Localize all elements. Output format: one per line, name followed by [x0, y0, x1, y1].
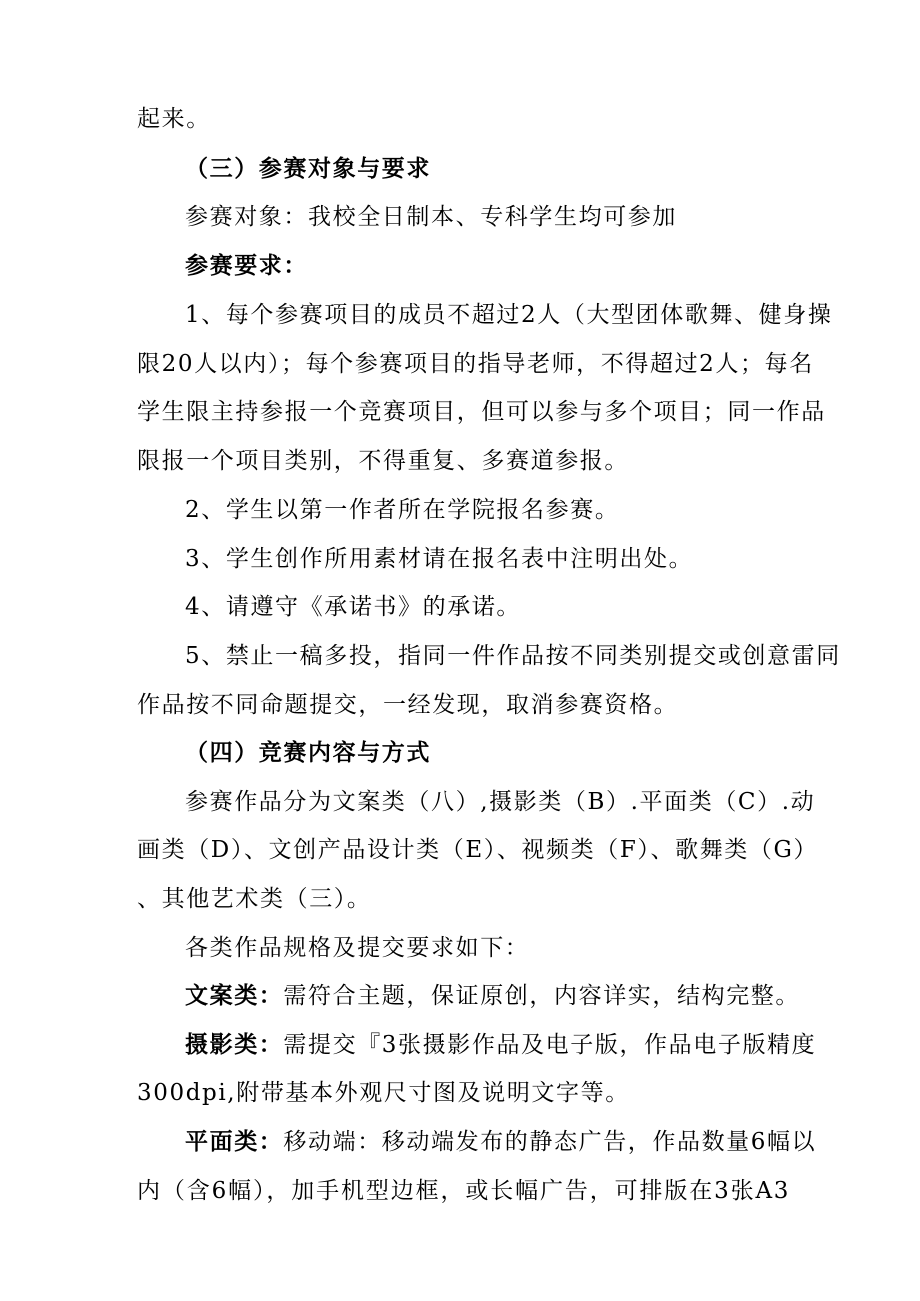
paragraph-text: 需提交『3张摄影作品及电子版，作品电子版精度 — [283, 1032, 817, 1058]
paragraph-line: 1、每个参赛项目的成员不超过2人（大型团体歌舞、健身操 — [185, 302, 833, 328]
paragraph-line: 4、请遵守《承诺书》的承诺。 — [185, 594, 522, 620]
paragraph-line: 内（含6幅），加手机型边框，或长幅广告，可排版在3张A3 — [137, 1178, 790, 1204]
section-heading-4: （四）竞赛内容与方式 — [185, 740, 431, 766]
paragraph-line: 参赛对象：我校全日制本、专科学生均可参加 — [185, 204, 677, 230]
paragraph-line: 各类作品规格及提交要求如下： — [185, 935, 530, 961]
paragraph-line: 2、学生以第一作者所在学院报名参赛。 — [185, 497, 620, 523]
paragraph-line — [185, 1118, 817, 1166]
paragraph-text: 移动端：移动端发布的静态广告，作品数量6幅以 — [283, 1129, 817, 1155]
paragraph-line: 作品按不同命题提交，一经发现，取消参赛资格。 — [137, 692, 679, 718]
paragraph-line: 画类（D）、文创产品设计类（E）、视频类（F）、歌舞类（G） — [137, 837, 819, 863]
paragraph-line: 300dpi,附带基本外观尺寸图及说明文字等。 — [137, 1080, 630, 1106]
paragraph-line: 、其他艺术类（三）。 — [137, 886, 372, 912]
label-graphic: 平面类： — [185, 1129, 284, 1155]
paragraph-line: 参赛作品分为文案类（八）,摄影类（B）.平面类（C）.动 — [185, 789, 816, 815]
paragraph-line: 限报一个项目类别，不得重复、多赛道参报。 — [137, 448, 629, 474]
paragraph-line: 5、禁止一稿多投，指同一件作品按不同类别提交或创意雷同 — [185, 643, 841, 669]
section-heading-3: （三）参赛对象与要求 — [185, 156, 431, 182]
subheading-requirements: 参赛要求： — [185, 253, 308, 279]
paragraph-line: 起来。 — [137, 106, 211, 132]
label-copywriting: 文案类： — [185, 983, 284, 1009]
paragraph-line: 学生限主持参报一个竞赛项目，但可以参与多个项目；同一作品 — [137, 399, 826, 425]
paragraph-line: 3、学生创作所用素材请在报名表中注明出处。 — [185, 546, 694, 572]
paragraph-line — [185, 1021, 817, 1069]
paragraph-line — [185, 972, 801, 1020]
paragraph-text: 需符合主题，保证原创，内容详实，结构完整。 — [283, 983, 801, 1009]
paragraph-line: 限20人以内）；每个参赛项目的指导老师，不得超过2人；每名 — [137, 351, 814, 377]
label-photography: 摄影类： — [185, 1032, 284, 1058]
